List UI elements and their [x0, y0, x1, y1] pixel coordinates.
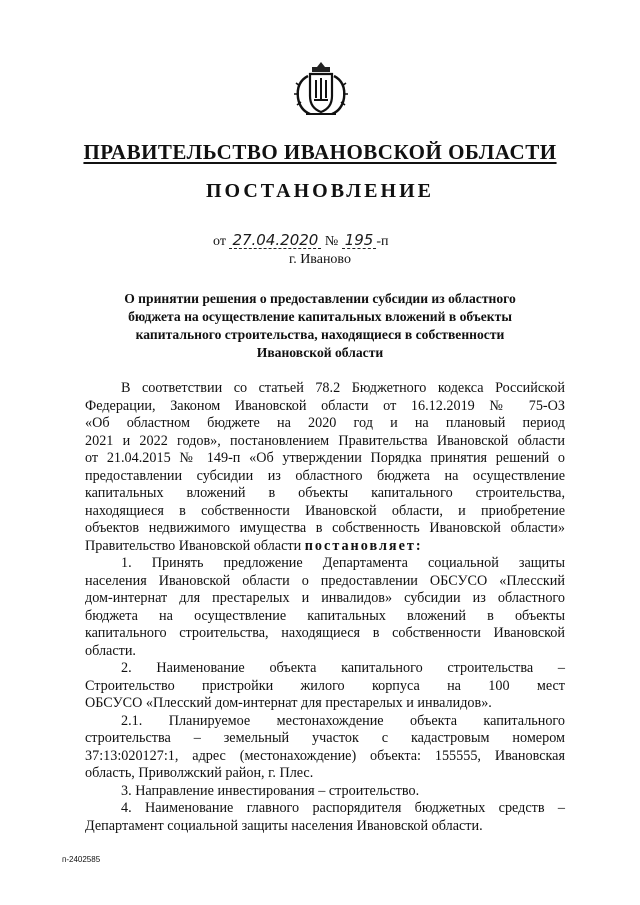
item-3-line: 3. Направление инвестирования – строительство. [121, 782, 420, 799]
item-2-line: 2. Наименование объекта капитального строительства – [121, 660, 565, 676]
item-1-line: капитального строительства, находящиеся в собственности Ивановской [85, 625, 565, 641]
item-4-line: Департамент социальной защиты населения Ивановской области. [85, 817, 483, 834]
body-line: объектов недвижимого имущества в собственность Ивановской области» [85, 520, 565, 536]
item-1-line: 1. Принять предложение Департамента социальной защиты [121, 555, 565, 571]
item-4-line: 4. Наименование главного распорядителя бюджетных средств – [121, 800, 565, 816]
item-1-line: области. [85, 642, 136, 659]
coat-of-arms-icon [290, 58, 352, 118]
item-2-1-line: область, Приволжский район, г. Плес. [85, 765, 314, 781]
title-line: Ивановской области [256, 345, 384, 360]
body-line: предоставлении субсидии из областного бюджета на осуществление [85, 467, 565, 484]
number-value: 195 [342, 232, 377, 249]
date-prefix: от [213, 234, 226, 249]
title-line: капитального строительства, находящиеся в собственности [135, 327, 505, 342]
body-line: «Об областном бюджете на 2020 год и на плановый период [85, 415, 565, 431]
number-prefix: № [324, 234, 339, 249]
item-2-1-line: строительства – земельный участок с кадастровым номером [85, 730, 565, 746]
item-1-line: бюджета на осуществление капитальных вложений в объекты [85, 607, 565, 624]
body-line: В соответствии со статьей 78.2 Бюджетного кодекса Российской [121, 380, 565, 396]
body-line: находящиеся в собственности Ивановской области, и приобретение [85, 502, 565, 519]
organization-name: ПРАВИТЕЛЬСТВО ИВАНОВСКОЙ ОБЛАСТИ [83, 140, 557, 164]
city: г. Иваново [289, 252, 351, 267]
document-body [85, 380, 565, 835]
body-line: от 21.04.2015 № 149-п «Об утверждении Порядка принятия решений о [85, 450, 565, 466]
number-suffix: -п [376, 234, 389, 249]
item-2-line: Строительство пристройки жилого корпуса на 100 мест [85, 677, 565, 694]
document-title [95, 290, 545, 362]
document-code: п-2402585 [62, 855, 101, 864]
body-line: капитальных вложений в объекты капитального строительства, [85, 485, 565, 501]
title-line: бюджета на осуществление капитальных вложений в объекты [128, 309, 512, 324]
item-2-1-line: 37:13:020127:1, адрес (местонахождение) объекта: 155555, Ивановская [85, 747, 565, 764]
item-1-line: населения Ивановской области о предоставлении ОБСУСО «Плесский [85, 572, 565, 589]
body-line: 2021 и 2022 годов», постановлением Правительства Ивановской области [85, 432, 565, 449]
preamble-last: Правительство Ивановской области [85, 537, 302, 554]
body-line [85, 538, 565, 556]
item-1-line: дом-интернат для престарелых и инвалидов» субсидии из областного [85, 590, 565, 606]
date-value: 27.04.2020 [229, 232, 321, 249]
body-line: Федерации, Законом Ивановской области от 16.12.2019 № 75-ОЗ [85, 397, 565, 414]
item-2-line: ОБСУСО «Плесский дом-интернат для престарелых и инвалидов». [85, 695, 492, 711]
title-line: О принятии решения о предоставлении субсидии из областного [124, 291, 516, 306]
item-2-1-line: 2.1. Планируемое местонахождение объекта капитального [121, 712, 565, 729]
document-type: ПОСТАНОВЛЕНИЕ [206, 180, 434, 202]
date-number-line [213, 232, 388, 250]
resolves-word: постановляет: [304, 537, 423, 554]
